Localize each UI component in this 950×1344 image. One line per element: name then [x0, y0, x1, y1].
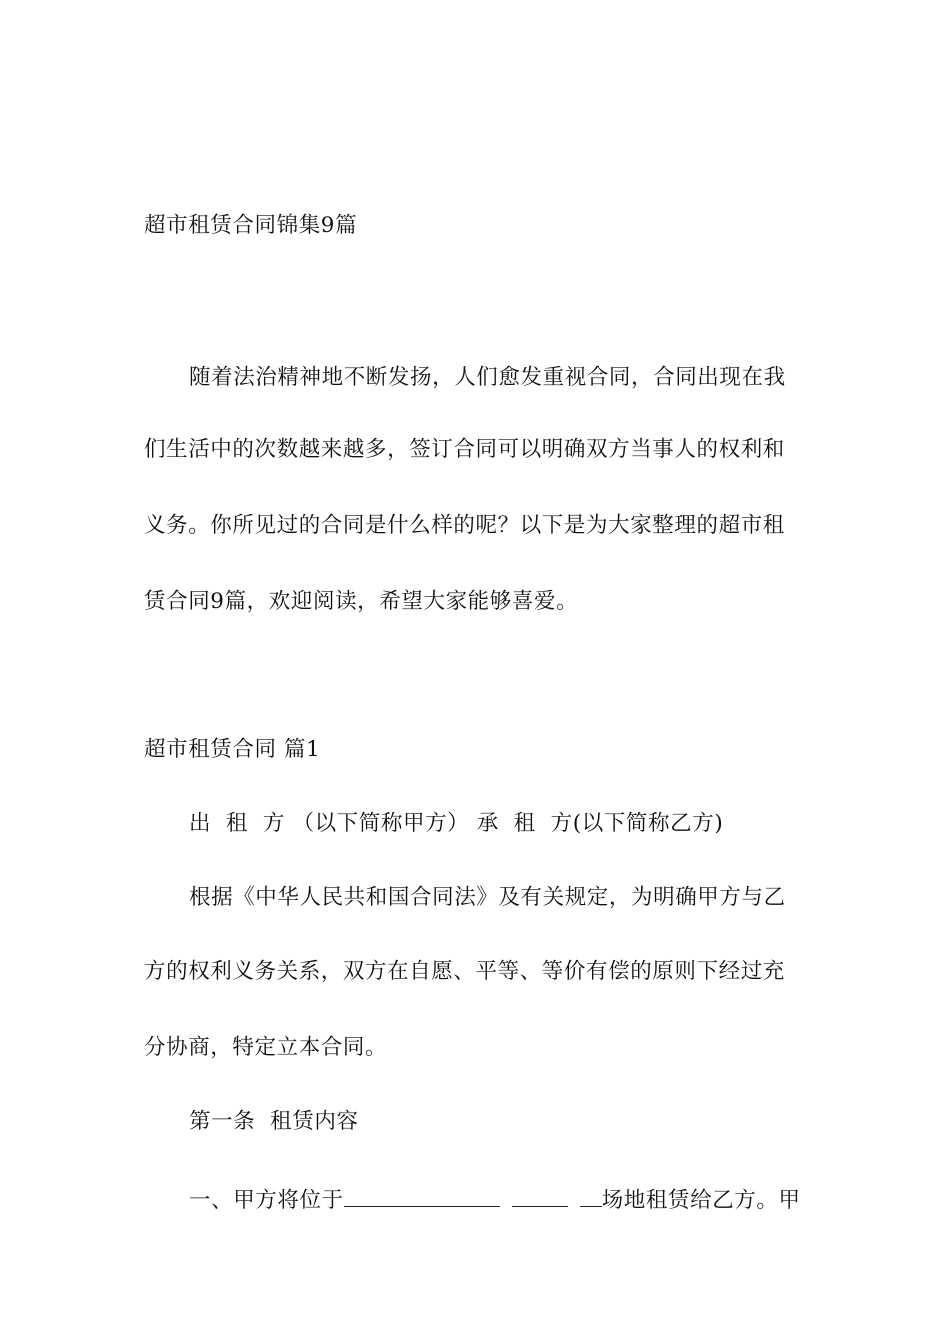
intro-line-2: 们生活中的次数越来越多，签订合同可以明确双方当事人的权利和: [144, 437, 785, 462]
fill-blank-2: [512, 1184, 568, 1207]
section-heading: 超市租赁合同 篇1: [144, 737, 321, 762]
document-title: 超市租赁合同锦集9篇: [144, 213, 358, 238]
preamble-line-2: 方的权利义务关系，双方在自愿、平等、等价有偿的原则下经过充: [144, 959, 785, 984]
clause1-prefix: 一、甲方将位于: [189, 1188, 344, 1213]
clause1-suffix: 场地租赁给乙方。甲: [601, 1188, 801, 1213]
clause1-line: [189, 1184, 801, 1215]
intro-line-4: 赁合同9篇，欢迎阅读，希望大家能够喜爱。: [144, 589, 579, 614]
preamble-line-1: 根据《中华人民共和国合同法》及有关规定，为明确甲方与乙: [189, 885, 786, 910]
article1-heading: 第一条 租赁内容: [189, 1109, 359, 1134]
fill-blank-3: [580, 1184, 602, 1207]
parties-line: 出 租 方 （以下简称甲方） 承 租 方(以下简称乙方): [189, 811, 724, 836]
preamble-line-3: 分协商，特定立本合同。: [144, 1035, 388, 1060]
fill-blank-1: [344, 1184, 500, 1207]
intro-line-1: 随着法治精神地不断发扬，人们愈发重视合同，合同出现在我: [189, 365, 786, 390]
intro-line-3: 义务。你所见过的合同是什么样的呢？以下是为大家整理的超市租: [144, 513, 785, 538]
